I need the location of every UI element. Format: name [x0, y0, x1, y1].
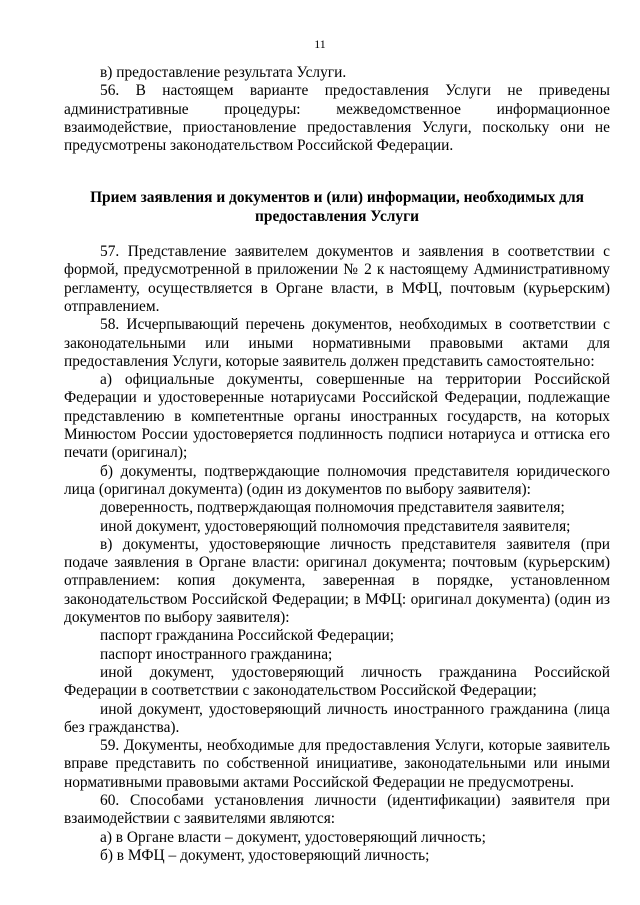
section-heading: Прием заявления и документов и (или) информации, необходимых для предоставления Услуги: [90, 189, 584, 225]
paragraph: 57. Представление заявителем документов и заявления в соответствии с формой, предусмотренной в приложении № 2 к настоящему Административному регламенту, осуществляется в Органе власти, в МФЦ, почтовым (курьерским) отправлением.: [64, 243, 610, 315]
paragraph: в) документы, удостоверяющие личность представителя заявителя (при подаче заявления в Органе власти: оригинал документа; почтовым (курьерским) отправлением: копия документа, заверенная в порядке, установленном законодательством Российской Федерации; в МФЦ: оригинал документа) (один из документов по выбору заявителя):: [64, 535, 610, 627]
paragraph: в) предоставление результата Услуги.: [100, 64, 347, 81]
paragraph: доверенность, подтверждающая полномочия представителя заявителя;: [100, 499, 565, 517]
paragraph: паспорт иностранного гражданина;: [100, 645, 333, 663]
paragraph: 59. Документы, необходимые для предоставления Услуги, которые заявитель вправе представить по собственной инициативе, законодательными или иными нормативными правовыми актами Российской Федерации не предусмотрены.: [64, 737, 610, 791]
paragraph: паспорт гражданина Российской Федерации;: [100, 627, 395, 645]
paragraph: иной документ, удостоверяющий личность гражданина Российской Федерации в соответствии с законодательством Российской Федерации;: [64, 663, 610, 700]
page-number: 11: [314, 37, 326, 51]
paragraph: б) в МФЦ – документ, удостоверяющий личность;: [100, 846, 430, 864]
document-body: [64, 64, 610, 865]
paragraph: б) документы, подтверждающие полномочия представителя юридического лица (оригинал документа) (один из документов по выбору заявителя):: [64, 462, 610, 498]
paragraph: иной документ, удостоверяющий полномочия представителя заявителя;: [100, 517, 571, 535]
paragraph: 60. Способами установления личности (идентификации) заявителя при взаимодействии с заявителями являются:: [64, 791, 610, 828]
paragraph: 58. Исчерпывающий перечень документов, необходимых в соответствии с законодательными или иными нормативными правовыми актами для предоставления Услуги, которые заявитель должен представить самостоятельно:: [64, 316, 610, 370]
paragraph: а) официальные документы, совершенные на территории Российской Федерации и удостоверенные нотариусами Российской Федерации, подлежащие представлению в компетентные органы иностранных государств, на которых Минюстом России удостоверяется подлинность подписи нотариуса и оттиска его печати (оригинал);: [64, 371, 610, 462]
paragraph: 56. В настоящем варианте предоставления Услуги не приведены административные процедуры: межведомственное информационное взаимодействие, приостановление предоставления Услуги, поскольку они не предусмотрены законодательством Российской Федерации.: [64, 82, 610, 155]
paragraph: иной документ, удостоверяющий личность иностранного гражданина (лица без гражданства).: [64, 700, 610, 736]
paragraph: а) в Органе власти – документ, удостоверяющий личность;: [100, 828, 486, 846]
